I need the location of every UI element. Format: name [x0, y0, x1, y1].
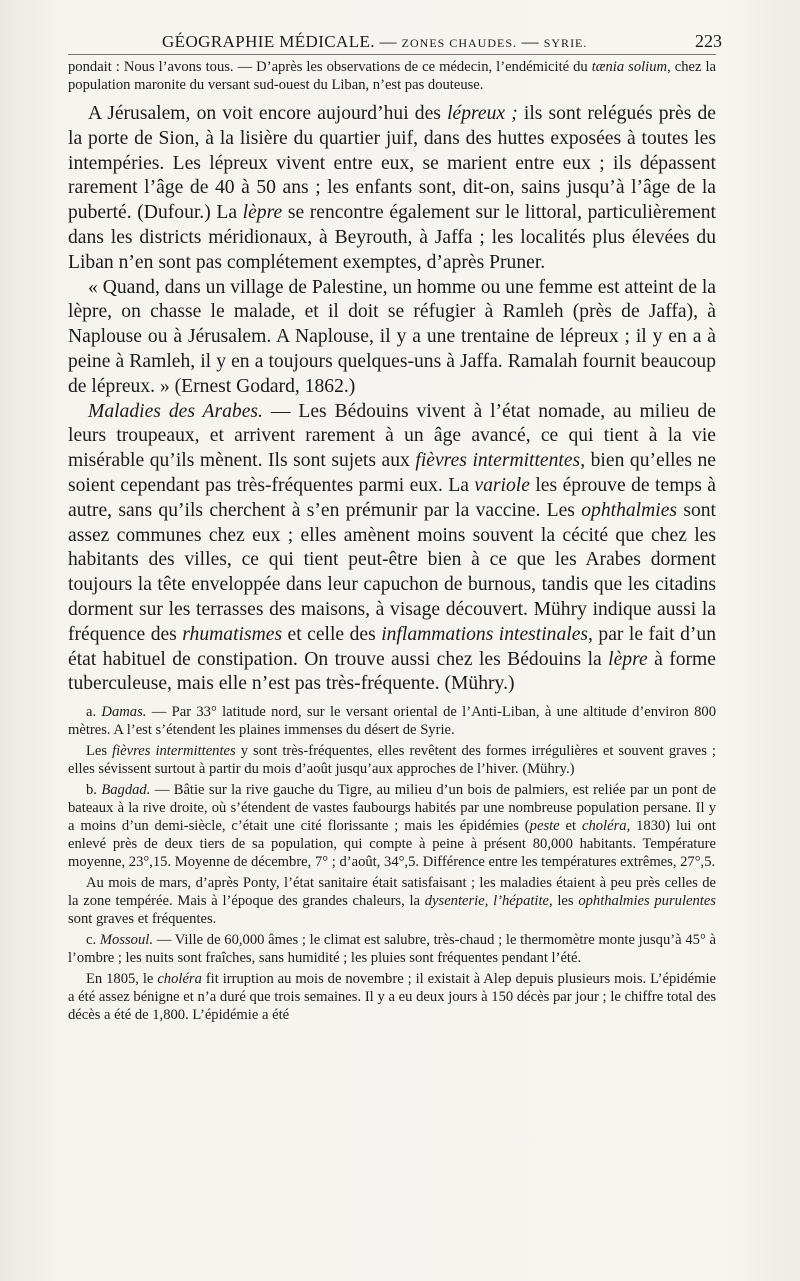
text-run: ils sont relégués près de la porte de Sion, à la lisière du quartier juif, dans des huttes exposées à toutes les intempéries. Les lépreux vivent entre eux, se marient entre eux ; ils dépassent rarement l’âge de 40 à 50 ans ; les enfants sont, dit-on, sains jusqu’à l’âge de la puberté. (Dufour.) La — [68, 103, 716, 224]
text-run: — Par 33° latitude nord, sur le versant oriental de l’Anti-Liban, à une altitude d’environ 800 mètres. A l’est s’étendent les plaines immenses du désert de Syrie. — [68, 704, 716, 739]
italic-term: fièvres intermittentes — [112, 743, 236, 760]
page-number: 223 — [695, 31, 722, 51]
text-run: , par le fait d’un état habituel de constipation. On trouve aussi chez les Bédouins la — [68, 623, 716, 670]
bagdad-paragraph — [68, 781, 716, 871]
text-run: , chez la population maronite du versant sud-ouest du Liban, n’est pas douteuse. — [68, 59, 716, 93]
italic-term: fièvres intermittentes — [415, 450, 581, 472]
italic-term: choléra, — [581, 818, 631, 835]
italic-term: dysenterie, — [424, 893, 489, 910]
text-run: , bien qu’elles ne soient cependant pas très-fréquentes parmi eux. La — [68, 450, 716, 496]
text-run: les éprouve de temps à autre, sans qu’ils cherchent à s’en prémunir par la vaccine. Les — [68, 474, 716, 521]
italic-term: ophthalmies — [581, 499, 678, 521]
text-run: Les — [86, 743, 113, 760]
city-heading: Bagdad. — [101, 782, 151, 799]
header-country: SYRIE. — [543, 36, 588, 50]
italic-term: l’hépatite — [493, 893, 550, 910]
italic-term: lèpre — [608, 648, 648, 670]
text-run: y sont très-fréquentes, elles revêtent des formes irrégulières et souvent graves ; elles sévissent surtout à partir du mois d’août jusqu’aux approches de l’hiver. (Mühry.) — [68, 743, 716, 778]
text-run: , les — [549, 893, 579, 910]
text-run: à forme tuberculeuse, mais elle n’est pas très-fréquente. (Mühry.) — [68, 648, 716, 695]
page-content — [68, 26, 722, 1024]
header-dash: — — [379, 32, 397, 51]
text-run: 1830) lui ont enlevé près de deux tiers de sa population, qui compte à peine à présent 80,000 habitants. Température moyenne, 23°,15. Moyenne de décembre, 7° ; d’août, 34°,5. Différence entre les températures extrêmes, 27°,5. — [68, 818, 716, 871]
header-dash: — — [521, 32, 540, 51]
damas-fevers-paragraph — [68, 742, 716, 778]
text-run: — Ville de 60,000 âmes ; le climat est salubre, très-chaud ; le thermomètre monte jusqu’à 45° à l’ombre ; les nuits sont fraîches, sans humidité ; les pluies sont fréquentes pendant l’été. — [68, 932, 716, 967]
italic-term: inflammations intestinales — [381, 623, 589, 645]
text-run: — Les Bédouins vivent à l’état nomade, au milieu de leurs troupeaux, et arrivent rarement à un âge avancé, ce qui tient à la vie misérable qu’ils mènent. Ils sont sujets aux — [68, 400, 716, 472]
palestine-quote-paragraph — [68, 276, 716, 400]
italic-term: rhumatismes — [182, 623, 283, 645]
italic-term: lépreux ; — [447, 103, 518, 124]
bagdad-health-paragraph — [68, 874, 716, 928]
text-run: se rencontre également sur le littoral, particulièrement dans les districts méridionaux, à Beyrouth, à Jaffa ; les localités plus élevées du Liban n’en sont pas complétement exemptes, d’après Pruner. — [68, 202, 716, 273]
jerusalem-paragraph — [68, 102, 716, 276]
mossoul-cholera-paragraph — [68, 970, 716, 1024]
mossoul-paragraph — [68, 931, 716, 967]
italic-term: tænia solium — [591, 59, 668, 75]
intro-fragment-paragraph — [68, 58, 716, 94]
item-label: b. — [86, 782, 102, 799]
italic-term: choléra — [157, 971, 202, 988]
header-section: ZONES CHAUDES. — [401, 36, 517, 50]
text-run: sont graves et fréquentes. — [68, 911, 217, 928]
text-run: « Quand, dans un village de Palestine, un homme ou une femme est atteint de la lèpre, on chasse le malade, et il doit se réfugier à Ramleh (près de Jaffa), à Naplouse ou à Jérusalem. A Naplouse, il y a une trentaine de lépreux ; il y en a à peine à Ramleh, il y en a toujours quelques-uns à Jaffa. Ramalah fournit beaucoup de lépreux. » (Ernest Godard, 1862.) — [68, 276, 716, 397]
text-run: En 1805, le — [86, 971, 158, 988]
text-run: et celle des — [282, 623, 382, 645]
item-label: a. — [86, 704, 102, 721]
text-run: et — [559, 818, 582, 835]
running-header — [68, 26, 722, 55]
text-run: sont assez communes chez eux ; elles amènent moins souvent la cécité que chez les habitants des villes, ce qui tient peut-être bien à ce que les Arabes dorment toujours la tête enveloppée dans leur capuchon de burnous, tandis que les citadins dorment sur les terrasses des maisons, à visage découvert. Mühry indique aussi la fréquence des — [68, 499, 716, 645]
arab-diseases-paragraph — [68, 400, 716, 698]
text-run: A Jérusalem, on voit encore aujourd’hui des — [88, 103, 448, 124]
city-heading: Mossoul. — [99, 932, 153, 949]
italic-term: ophthalmies purulentes — [578, 893, 716, 910]
italic-term: variole — [474, 474, 530, 496]
text-run: Au mois de mars, d’après Ponty, l’état sanitaire était satisfaisant ; les maladies étaient à peu près celles de la zone tempérée. Mais à l’époque des grandes chaleurs, la — [68, 875, 716, 910]
text-run: pondait : Nous l’avons tous. — D’après les observations de ce médecin, l’endémicité du — [68, 59, 592, 75]
running-title — [162, 32, 587, 52]
italic-term: peste — [529, 818, 560, 835]
text-run: fit irruption au mois de novembre ; il existait à Alep depuis plusieurs mois. L’épidémie a été assez bénigne et n’a duré que trois semaines. Il y a eu deux jours à 150 décès par jour ; le chiffre total des décès a été de 1,800. L’épidémie a été — [68, 971, 716, 1024]
italic-term: lèpre — [242, 202, 283, 224]
header-title: GÉOGRAPHIE MÉDICALE. — [162, 32, 375, 51]
damas-paragraph — [68, 703, 716, 739]
section-heading: Maladies des Arabes. — [88, 400, 263, 422]
city-heading: Damas. — [101, 704, 147, 721]
item-label: c. — [86, 932, 100, 949]
text-run: — Bâtie sur la rive gauche du Tigre, au milieu d’un bois de palmiers, est reliée par un pont de bateaux à la rive droite, où s’étendent de vastes faubourgs habités par une nombreuse population persane. Il y a moins d’un demi-siècle, c’était une cité florissante ; mais les épidémies ( — [68, 782, 717, 835]
